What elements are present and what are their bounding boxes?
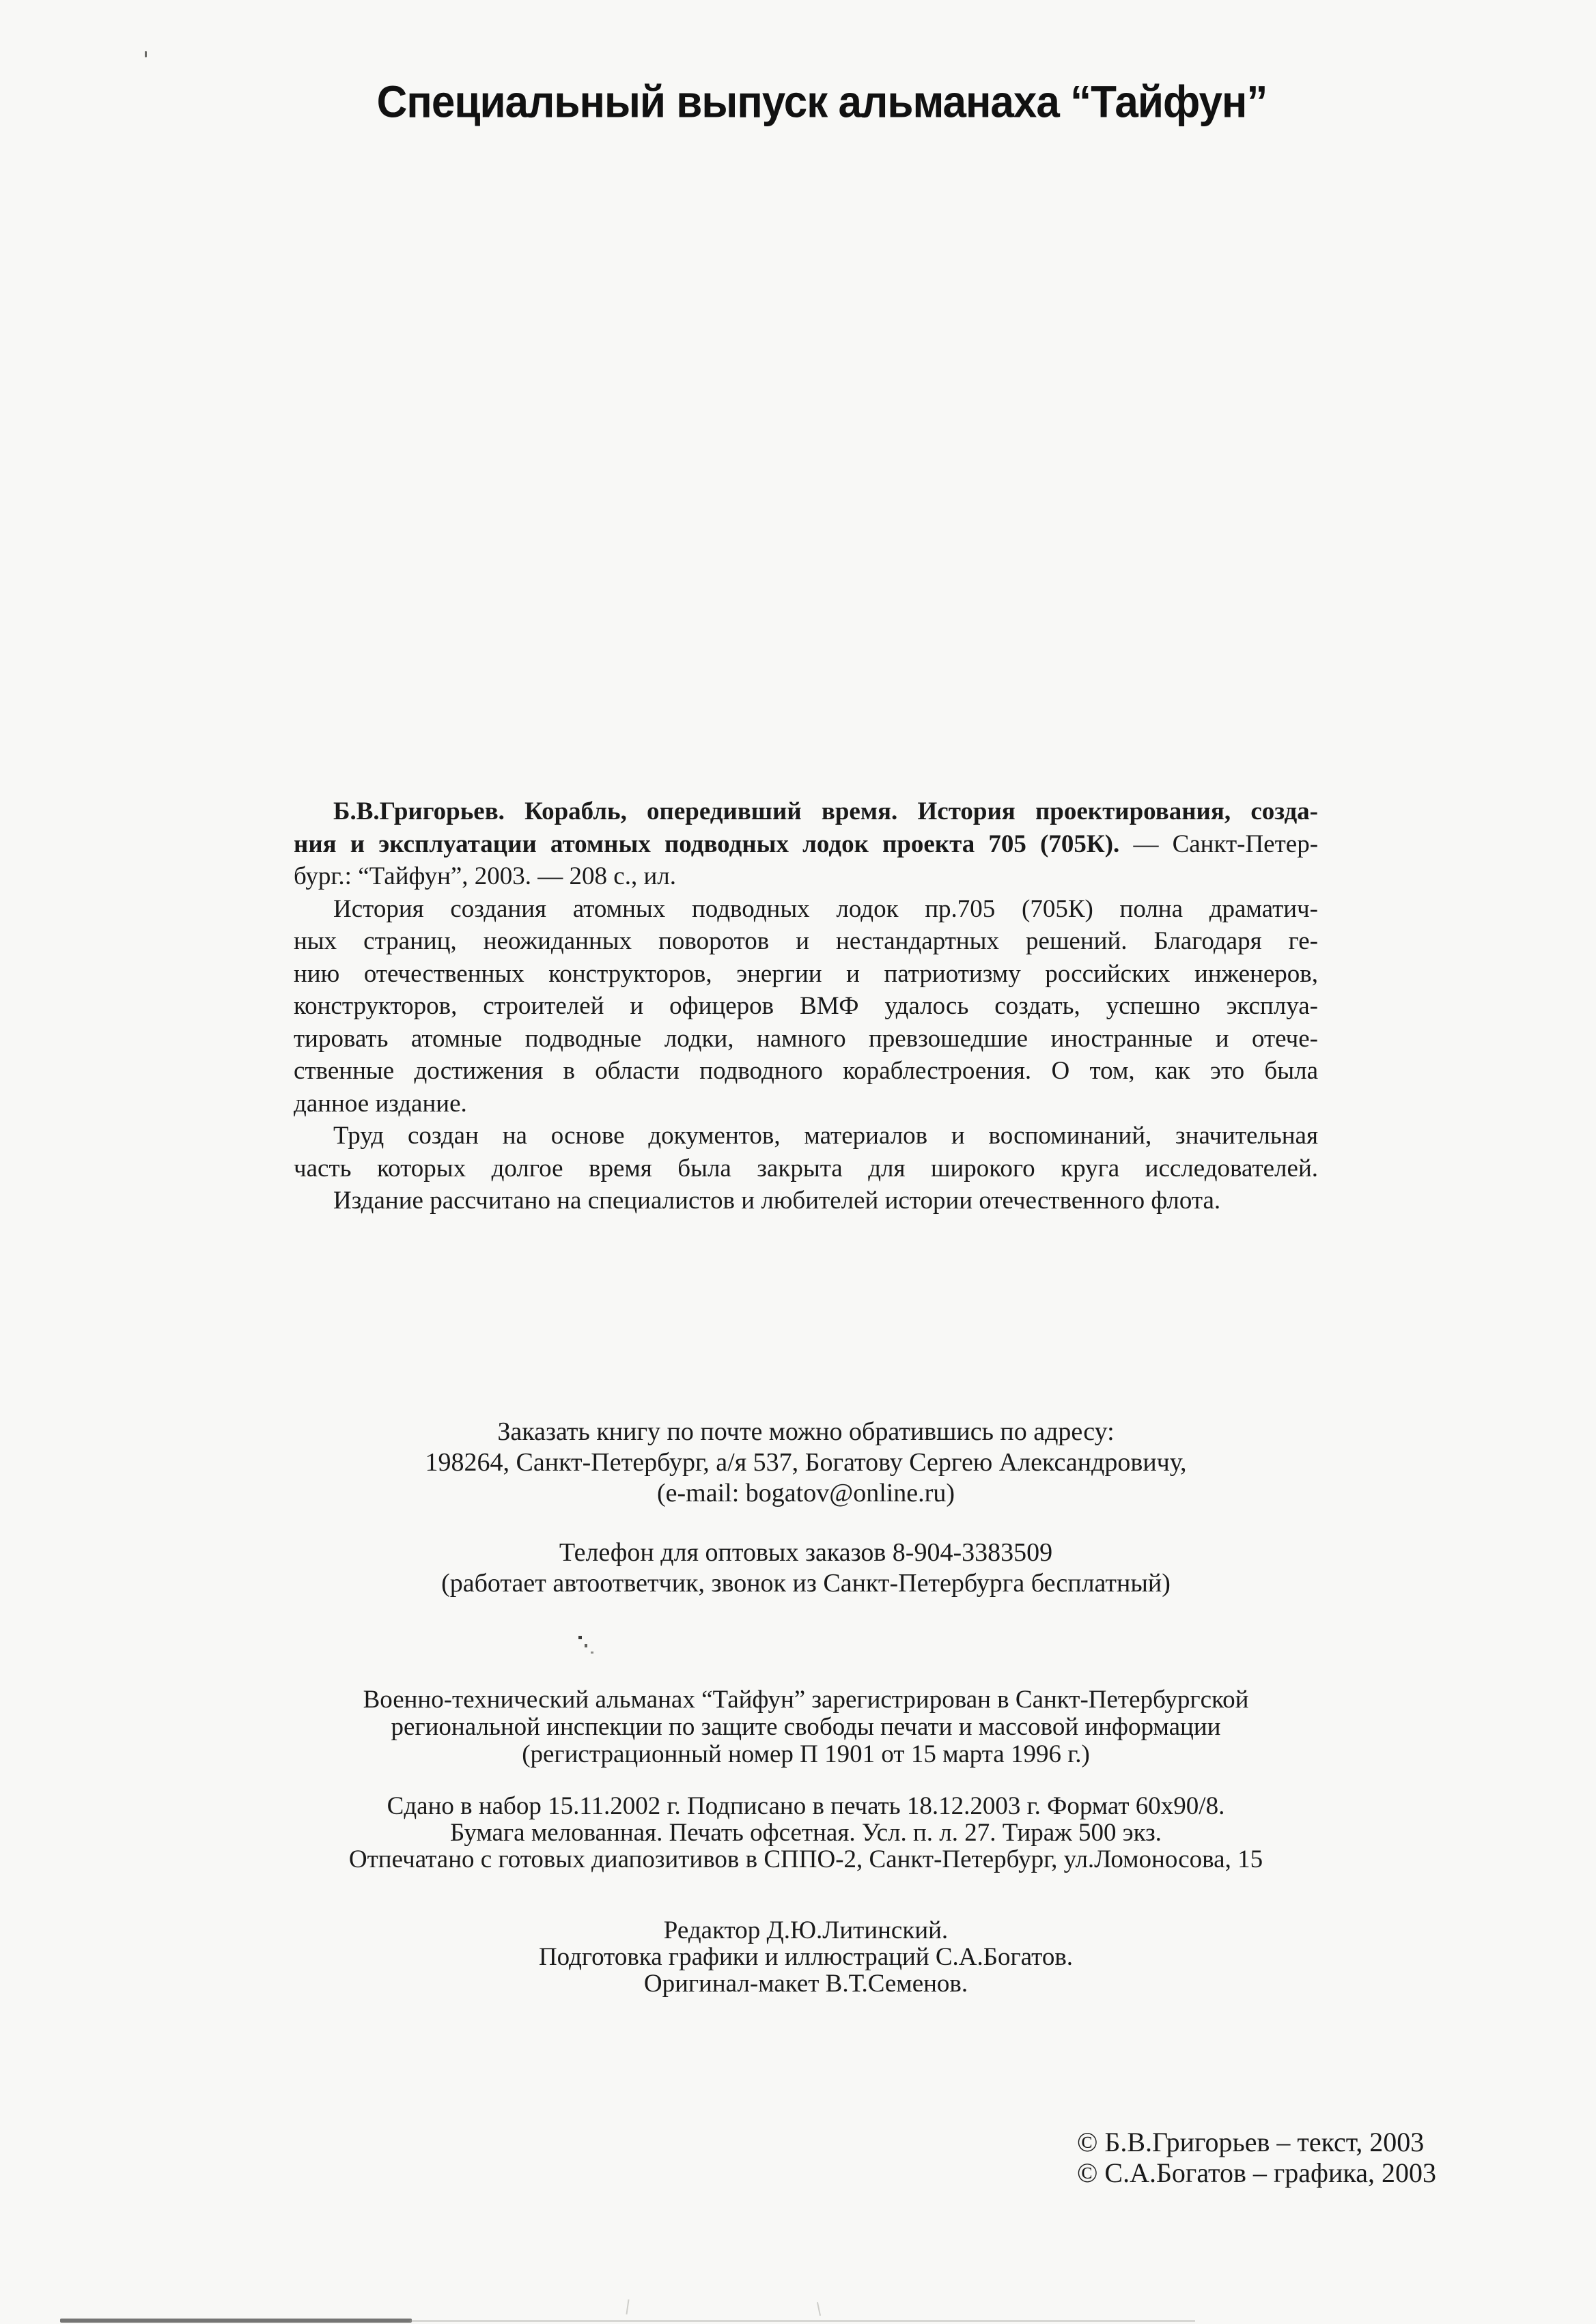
scan-artifact-speck <box>145 51 147 57</box>
registration-line: региональной инспекции по защите свободы печати и массовой информации <box>391 1713 1221 1741</box>
copyright-text-line: © Б.В.Григорьев – текст, 2003 <box>1077 2127 1425 2157</box>
bib-line: Издание рассчитано на специалистов и любителей истории отечественного флота. <box>333 1187 1221 1215</box>
printing-paper-line: Бумага мелованная. Печать офсетная. Усл. п. л. 27. Тираж 500 экз. <box>450 1819 1162 1847</box>
editor-credit-line: Редактор Д.Ю.Литинский. <box>663 1916 949 1944</box>
bib-line: бург.: “Тайфун”, 2003. — 208 с., ил. <box>294 862 676 890</box>
bib-line: конструкторов, строителей и офицеров ВМФ удалось создать, успешно эксплуа- <box>294 992 1318 1020</box>
scan-artifact-dot <box>585 1644 587 1647</box>
scan-artifact-bottom-smudge <box>60 2319 412 2323</box>
bib-line: тировать атомные подводные лодки, намного превзошедшие иностранные и отече- <box>294 1024 1318 1053</box>
registration-line: Военно-технический альманах “Тайфун” зарегистрирован в Санкт-Петербургской <box>363 1686 1249 1714</box>
bib-line-regular-part: — Санкт-Петер- <box>1133 830 1319 858</box>
order-line: Заказать книгу по почте можно обратившись по адресу: <box>497 1417 1115 1446</box>
printing-info <box>294 1793 1318 1873</box>
layout-credit-line: Оригинал-макет В.Т.Семенов. <box>643 1970 968 1998</box>
copyright-block <box>1077 2127 1436 2188</box>
mail-order-info <box>294 1417 1318 1509</box>
wholesale-phone-info <box>294 1537 1318 1599</box>
registration-number-line: (регистрационный номер П 1901 от 15 марта 1996 г.) <box>522 1740 1090 1768</box>
order-email-line: (e-mail: bogatov@online.ru) <box>657 1479 955 1507</box>
page-title: Специальный выпуск альманаха “Тайфун” <box>376 77 1268 128</box>
bibliographic-annotation <box>294 795 1318 1217</box>
scan-artifact-dot <box>578 1636 582 1639</box>
bib-line: История создания атомных подводных лодок пр.705 (705К) полна драматич- <box>333 894 1318 923</box>
bib-line: данное издание. <box>294 1089 467 1118</box>
graphics-credit-line: Подготовка графики и иллюстраций С.А.Богатов. <box>538 1943 1074 1971</box>
phone-number-line: Телефон для оптовых заказов 8-904-3383509 <box>559 1538 1053 1567</box>
bib-line: Б.В.Григорьев. Корабль, опередивший время. История проектирования, созда- <box>333 797 1318 825</box>
registration-info <box>294 1686 1318 1768</box>
bib-line: ственные достижения в области подводного кораблестроения. О том, как это была <box>294 1057 1318 1085</box>
order-address-line: 198264, Санкт-Петербург, а/я 537, Богатову Сергею Александровичу, <box>425 1448 1187 1477</box>
bib-line: нию отечественных конструкторов, энергии и патриотизму российских инженеров, <box>294 959 1318 988</box>
phone-note-line: (работает автоответчик, звонок из Санкт-Петербурга бесплатный) <box>441 1569 1171 1598</box>
bib-line: часть которых долгое время была закрыта для широкого круга исследователей. <box>294 1154 1318 1182</box>
scan-artifact-dot <box>591 1652 593 1654</box>
bib-line: ных страниц, неожиданных поворотов и нестандартных решений. Благодаря ге- <box>294 927 1318 955</box>
printing-house-line: Отпечатано с готовых диапозитивов в СППО-2, Санкт-Петербург, ул.Ломоносова, 15 <box>348 1845 1263 1873</box>
printing-dates-line: Сдано в набор 15.11.2002 г. Подписано в печать 18.12.2003 г. Формат 60х90/8. <box>387 1792 1225 1820</box>
bib-line: Труд создан на основе документов, материалов и воспоминаний, значительная <box>333 1122 1318 1150</box>
credits-block <box>294 1917 1318 1997</box>
scan-artifact-hairline <box>817 2302 821 2316</box>
scan-artifact-hairline <box>626 2299 629 2314</box>
bib-line-bold-part: ния и эксплуатации атомных подводных лодок проекта 705 (705К). <box>294 830 1120 858</box>
scan-artifact-bottom-smudge-light <box>410 2320 1195 2322</box>
copyright-graphics-line: © С.А.Богатов – графика, 2003 <box>1077 2157 1436 2188</box>
bib-line <box>294 828 1318 861</box>
